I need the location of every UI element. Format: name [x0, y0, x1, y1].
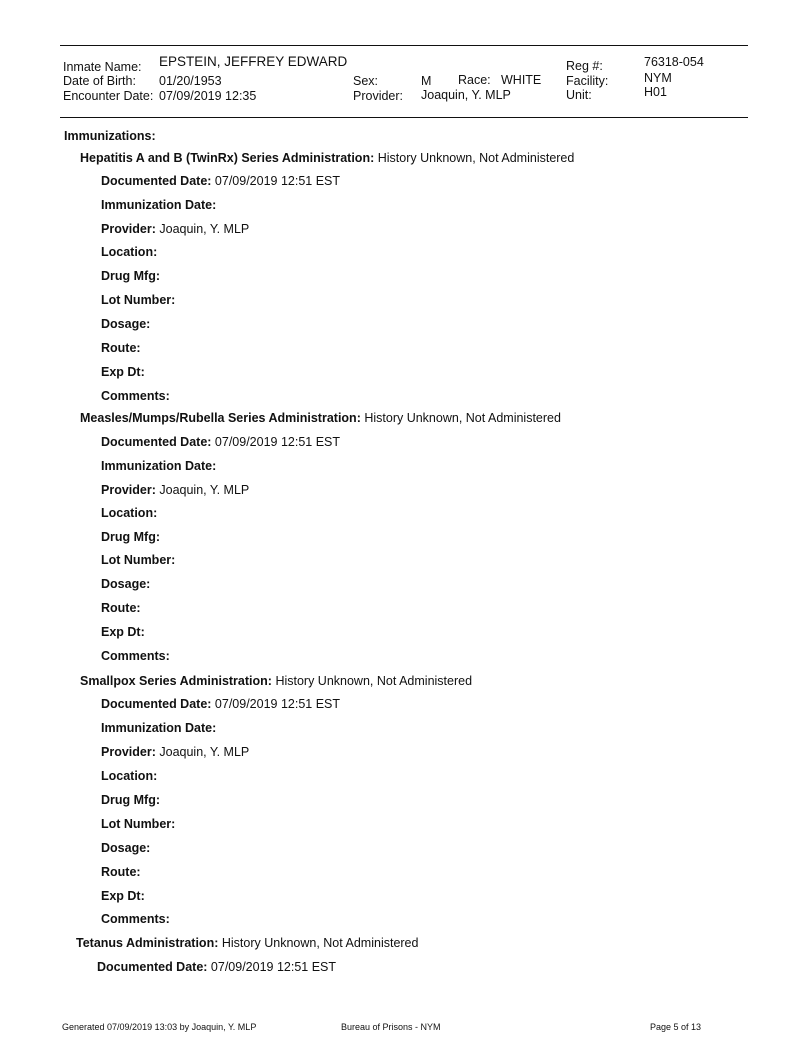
immunization-name: Smallpox Series Administration:: [80, 674, 272, 688]
immunization-date-row: Immunization Date:: [101, 459, 217, 473]
provider-row: [101, 222, 249, 236]
documented-value: 07/09/2019 12:51 EST: [210, 960, 337, 974]
race-label: Race:: [458, 73, 491, 87]
field-label: Documented Date:: [101, 174, 212, 188]
immunization-status: History Unknown, Not Administered: [275, 674, 473, 688]
exp-row: Exp Dt:: [101, 889, 145, 903]
dosage-row: Dosage:: [101, 577, 151, 591]
lot-row: Lot Number:: [101, 293, 176, 307]
provider-label: Provider:: [353, 89, 404, 103]
footer-generated: Generated 07/09/2019 13:03 by Joaquin, Y. MLP: [62, 1022, 257, 1032]
location-row: Location:: [101, 506, 158, 520]
provider-value: Joaquin, Y. MLP: [159, 745, 250, 759]
reg-value: 76318-054: [644, 55, 704, 69]
immunization-date-row: Immunization Date:: [101, 721, 217, 735]
sex-value: M: [421, 74, 432, 88]
exp-row: Exp Dt:: [101, 365, 145, 379]
comments-row: Comments:: [101, 389, 170, 403]
drug-mfg-row: Drug Mfg:: [101, 530, 161, 544]
immunization-title: [80, 151, 574, 165]
documented-row: [101, 435, 340, 449]
route-row: Route:: [101, 865, 141, 879]
field-label: Documented Date:: [101, 697, 212, 711]
documented-value: 07/09/2019 12:51 EST: [214, 174, 341, 188]
comments-row: Comments:: [101, 649, 170, 663]
lot-row: Lot Number:: [101, 817, 176, 831]
encounter-label: Encounter Date:: [63, 89, 154, 103]
drug-mfg-row: Drug Mfg:: [101, 269, 161, 283]
header-bottom-rule: [60, 117, 748, 118]
drug-mfg-row: Drug Mfg:: [101, 793, 161, 807]
immunization-status: History Unknown, Not Administered: [377, 151, 575, 165]
field-label: Documented Date:: [97, 960, 208, 974]
dob-value: 01/20/1953: [159, 74, 222, 88]
immunization-status: History Unknown, Not Administered: [221, 936, 419, 950]
provider-row: [101, 745, 249, 759]
dob-label: Date of Birth:: [63, 74, 136, 88]
immunization-name: Hepatitis A and B (TwinRx) Series Administration:: [80, 151, 375, 165]
header-top-rule: [60, 45, 748, 46]
field-label: Provider:: [101, 222, 156, 236]
documented-row: [101, 174, 340, 188]
lot-row: Lot Number:: [101, 553, 176, 567]
field-label: Documented Date:: [101, 435, 212, 449]
documented-value: 07/09/2019 12:51 EST: [214, 697, 341, 711]
footer-page: Page 5 of 13: [650, 1022, 702, 1032]
immunization-name: Tetanus Administration:: [76, 936, 219, 950]
documented-row: [97, 960, 336, 974]
immunization-title: [80, 674, 472, 688]
unit-value: H01: [644, 85, 667, 99]
field-label: Provider:: [101, 745, 156, 759]
immunization-name: Measles/Mumps/Rubella Series Administration:: [80, 411, 361, 425]
field-label: Provider:: [101, 483, 156, 497]
provider-row: [101, 483, 249, 497]
location-row: Location:: [101, 245, 158, 259]
dosage-row: Dosage:: [101, 841, 151, 855]
provider-value: Joaquin, Y. MLP: [159, 483, 250, 497]
documented-value: 07/09/2019 12:51 EST: [214, 435, 341, 449]
dosage-row: Dosage:: [101, 317, 151, 331]
provider-value: Joaquin, Y. MLP: [421, 88, 511, 102]
route-row: Route:: [101, 601, 141, 615]
unit-label: Unit:: [566, 88, 592, 102]
reg-label: Reg #:: [566, 59, 603, 73]
documented-row: [101, 697, 340, 711]
immunization-title: [76, 936, 418, 950]
encounter-value: 07/09/2019 12:35: [159, 89, 257, 103]
location-row: Location:: [101, 769, 158, 783]
route-row: Route:: [101, 341, 141, 355]
race-value: WHITE: [501, 73, 542, 87]
sex-label: Sex:: [353, 74, 379, 88]
immunization-title: [80, 411, 561, 425]
provider-value: Joaquin, Y. MLP: [159, 222, 250, 236]
footer-bureau: Bureau of Prisons - NYM: [341, 1022, 441, 1032]
section-title: Immunizations:: [64, 129, 156, 143]
facility-value: NYM: [644, 71, 672, 85]
inmate-name-label: Inmate Name:: [63, 60, 142, 74]
comments-row: Comments:: [101, 912, 170, 926]
inmate-name: EPSTEIN, JEFFREY EDWARD: [159, 54, 348, 69]
immunization-date-row: Immunization Date:: [101, 198, 217, 212]
facility-label: Facility:: [566, 74, 609, 88]
exp-row: Exp Dt:: [101, 625, 145, 639]
immunization-status: History Unknown, Not Administered: [364, 411, 561, 425]
